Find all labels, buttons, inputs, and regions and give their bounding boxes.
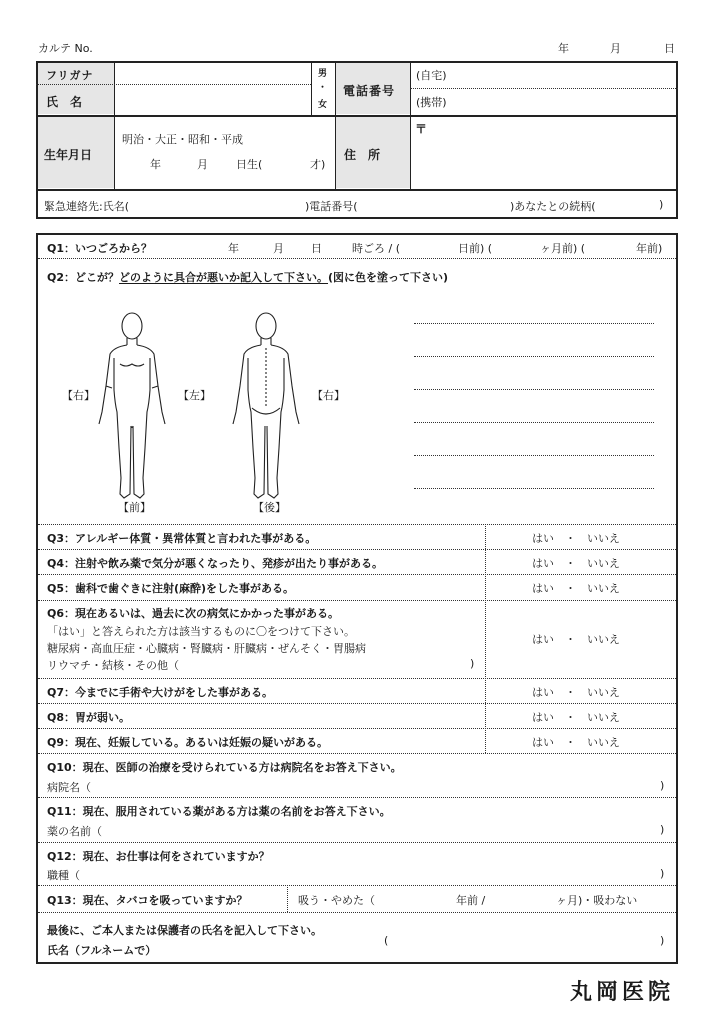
gender-separator: ・ <box>318 83 328 93</box>
date-year: 年 <box>558 42 569 55</box>
q12-close-paren: ) <box>660 867 665 880</box>
symptom-line-2[interactable] <box>414 356 654 357</box>
q12-label: Q12：現在、お仕事は何をされていますか？ <box>47 850 270 863</box>
emergency-phone-label: )電話番号( <box>305 200 358 213</box>
symptom-line-4[interactable] <box>414 422 654 423</box>
emergency-contact-label: 緊急連絡先:氏名( <box>44 200 129 213</box>
body-diagram-back[interactable] <box>224 308 308 504</box>
final-name-label: 氏名（フルネームで） <box>47 944 157 957</box>
front-right-label: 【右】 <box>62 389 95 402</box>
q1-year: 年 <box>228 242 239 255</box>
q6-close-paren: ) <box>470 657 475 670</box>
q3-yes-no[interactable]: はい ・ いいえ <box>532 532 620 545</box>
address-label: 住 所 <box>344 148 381 162</box>
q9-yes-no[interactable]: はい ・ いいえ <box>532 736 620 749</box>
q2-label-underlined: どのように具合が悪いか記入して下さい。 <box>119 271 329 284</box>
final-instruction: 最後に、ご本人または保護者の氏名を記入して下さい。 <box>47 924 322 937</box>
back-view-label: 【後】 <box>253 501 286 514</box>
q11-close-paren: ) <box>660 823 665 836</box>
emergency-relation-label: )あなたとの続柄( <box>510 200 596 213</box>
furigana-field[interactable] <box>114 63 310 83</box>
q7-label: Q7：今までに手術や大けがをした事がある。 <box>47 686 274 699</box>
q1-month: 月 <box>273 242 284 255</box>
front-view-label: 【前】 <box>118 501 151 514</box>
q13-smoke-options[interactable]: 吸う・やめた（ <box>298 894 375 907</box>
final-close-paren: ) <box>660 934 665 947</box>
address-field[interactable] <box>430 120 674 186</box>
q5-label: Q5：歯科で歯ぐきに注射(麻酔)をした事がある。 <box>47 582 295 595</box>
q12-occupation-field[interactable]: 職種（ <box>47 869 80 882</box>
q2-label <box>47 269 448 285</box>
dob-year-unit: 年 <box>150 158 161 171</box>
name-label: 氏 名 <box>46 95 83 109</box>
q5-yes-no[interactable]: はい ・ いいえ <box>532 582 620 595</box>
q1-years-ago: 年前) <box>636 242 663 255</box>
q6-yes-no[interactable]: はい ・ いいえ <box>532 633 620 646</box>
q4-yes-no[interactable]: はい ・ いいえ <box>532 557 620 570</box>
q2-label-prefix: Q2：どこが？ <box>47 271 120 284</box>
gender-male[interactable]: 男 <box>318 69 328 79</box>
q3-label: Q3：アレルギー体質・異常体質と言われた事がある。 <box>47 532 317 545</box>
q10-label: Q10：現在、医師の治療を受けられている方は病院名をお答え下さい。 <box>47 761 402 774</box>
q6-diseases-1[interactable]: 糖尿病・高血圧症・心臓病・腎臓病・肝臓病・ぜんそく・胃腸病 <box>47 642 366 655</box>
dob-born-unit: 日生( <box>236 158 263 171</box>
phone-home-label: (自宅) <box>416 69 447 82</box>
phone-home-field[interactable] <box>450 63 676 87</box>
q11-label: Q11：現在、服用されている薬がある方は薬の名前をお答え下さい。 <box>47 805 391 818</box>
front-left-label: 【左】 <box>178 389 211 402</box>
final-open-paren: ( <box>384 934 389 947</box>
q1-label: Q1：いつごろから？ <box>47 242 153 255</box>
dob-label: 生年月日 <box>44 148 93 162</box>
dob-month-unit: 月 <box>197 158 208 171</box>
age-unit: 才) <box>310 158 326 171</box>
q13-months-no-smoke[interactable]: ヶ月)・吸わない <box>556 894 638 907</box>
final-name-field[interactable] <box>392 928 656 952</box>
q10-hospital-field[interactable]: 病院名（ <box>47 781 91 794</box>
phone-mobile-label: (携帯) <box>416 96 447 109</box>
q6-label: Q6：現在あるいは、過去に次の病気にかかった事がある。 <box>47 607 340 620</box>
q8-label: Q8：胃が弱い。 <box>47 711 131 724</box>
gender-female[interactable]: 女 <box>318 100 328 110</box>
q1-days-ago: 日前) ( <box>458 242 493 255</box>
q13-label: Q13：現在、タバコを吸っていますか？ <box>47 894 248 907</box>
date-month: 月 <box>610 42 621 55</box>
body-diagram-front[interactable] <box>90 308 174 504</box>
symptom-line-5[interactable] <box>414 455 654 456</box>
name-field[interactable] <box>114 86 310 114</box>
q1-months-ago: ヶ月前) ( <box>540 242 586 255</box>
era-options[interactable]: 明治・大正・昭和・平成 <box>122 133 243 146</box>
q6-diseases-2[interactable]: リウマチ・結核・その他（ <box>47 659 179 672</box>
symptom-line-3[interactable] <box>414 389 654 390</box>
q6-instruction: 「はい」と答えられた方は該当するものに〇をつけて下さい。 <box>47 625 355 638</box>
symptom-line-6[interactable] <box>414 488 654 489</box>
q13-years-ago: 年前 / <box>456 894 486 907</box>
q4-label: Q4：注射や飲み薬で気分が悪くなったり、発疹が出たり事がある。 <box>47 557 384 570</box>
q9-label: Q9：現在、妊娠している。あるいは妊娠の疑いがある。 <box>47 736 329 749</box>
emergency-close-paren: ) <box>659 198 664 211</box>
postal-mark: 〒 <box>415 122 428 136</box>
q11-medicine-field[interactable]: 薬の名前（ <box>47 825 102 838</box>
back-right-label: 【右】 <box>312 389 345 402</box>
q1-time: 時ごろ / ( <box>352 242 400 255</box>
q7-yes-no[interactable]: はい ・ いいえ <box>532 686 620 699</box>
furigana-label: フリガナ <box>46 69 94 82</box>
symptom-line-1[interactable] <box>414 323 654 324</box>
phone-label: 電話番号 <box>343 84 396 98</box>
q8-yes-no[interactable]: はい ・ いいえ <box>532 711 620 724</box>
chart-number-label: カルテ No. <box>38 42 93 55</box>
phone-mobile-field[interactable] <box>450 90 676 114</box>
clinic-name: 丸岡医院 <box>570 979 675 1005</box>
q10-close-paren: ) <box>660 779 665 792</box>
q2-label-suffix: (図に色を塗って下さい) <box>328 271 449 284</box>
q1-day: 日 <box>311 242 322 255</box>
date-day: 日 <box>664 42 675 55</box>
